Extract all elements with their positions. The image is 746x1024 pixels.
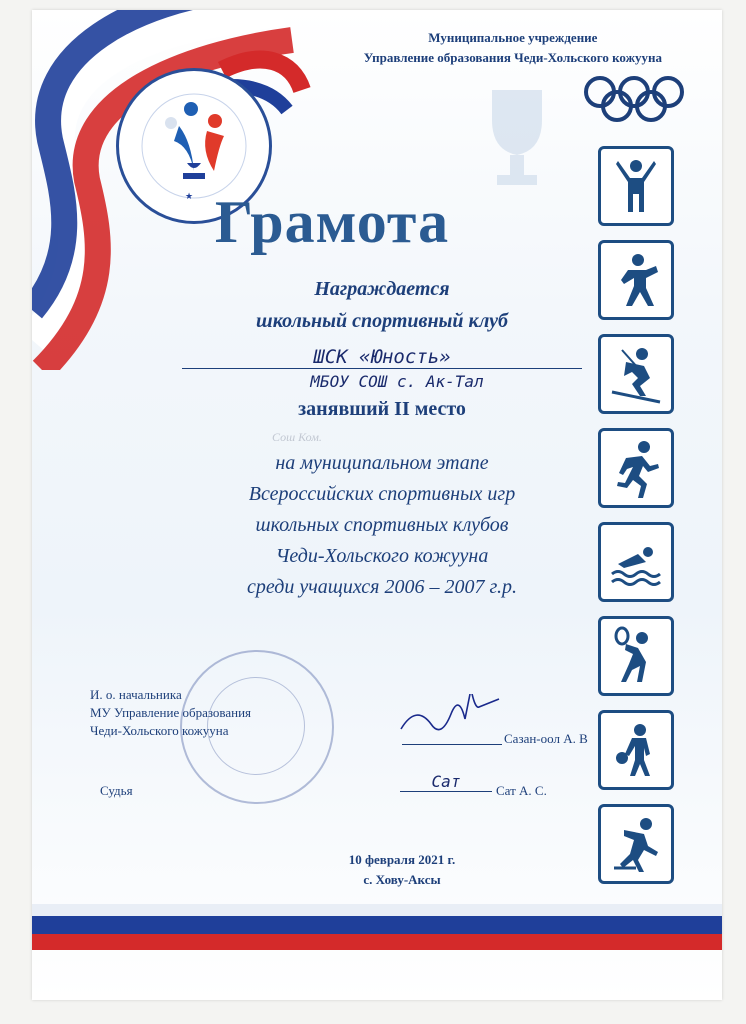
organization-header (364, 28, 662, 68)
official-title-block (90, 686, 251, 740)
award-line-1: Награждается (314, 278, 450, 300)
boxing-icon (598, 240, 674, 320)
award-line-2: школьный спортивный клуб (256, 310, 508, 332)
faint-handwritten-note: Сош Ком. (272, 430, 322, 444)
bottom-stripe-blue (32, 916, 722, 934)
org-line-1: Муниципальное учреждение (428, 30, 598, 45)
org-line-2: Управление образования Чеди-Хольского кожууна (363, 50, 662, 65)
official-signature (396, 694, 506, 744)
desc-line-5: среди учащихся 2006 – 2007 г.р. (247, 576, 517, 598)
official-line-2: МУ Управление образования (90, 705, 252, 720)
official-line-3: Чеди-Хольского кожууна (90, 723, 229, 738)
place-text: занявший II место (298, 398, 466, 420)
club-name-handwritten: ШСК «Юность» (182, 346, 582, 369)
official-signature-line (402, 744, 502, 745)
athlete-icon (598, 146, 674, 226)
judge-signature: Сат (400, 772, 492, 792)
certificate-title: Грамота (214, 189, 450, 255)
skiing-icon (598, 334, 674, 414)
official-line-1: И. о. начальника (90, 687, 182, 702)
bottom-stripe-light (32, 904, 722, 916)
desc-line-1: на муниципальном этапе (275, 452, 489, 474)
desc-line-3: школьных спортивных клубов (255, 514, 509, 536)
school-name-handwritten: МБОУ СОШ с. Ак-Тал (310, 372, 484, 391)
award-date: 10 февраля 2021 г. (348, 852, 456, 867)
official-name: Сазан-оол А. В (504, 731, 588, 746)
bottom-stripe-red (32, 934, 722, 950)
judge-name: Сат А. С. (496, 783, 547, 798)
desc-line-4: Чеди-Хольского кожууна (275, 545, 489, 567)
running-icon (598, 428, 674, 508)
swimming-icon (598, 522, 674, 602)
date-block (262, 850, 542, 890)
trophy-watermark-icon (472, 80, 562, 190)
judge-label: Судья (100, 783, 133, 798)
olympic-rings-icon (580, 74, 690, 124)
svg-text:★: ★ (185, 192, 194, 202)
award-place: с. Хову-Аксы (363, 872, 441, 887)
basketball-icon (598, 710, 674, 790)
tennis-icon (598, 616, 674, 696)
certificate-sheet (32, 10, 722, 1000)
desc-line-2: Всероссийских спортивных игр (248, 483, 516, 505)
skating-icon (598, 804, 674, 884)
